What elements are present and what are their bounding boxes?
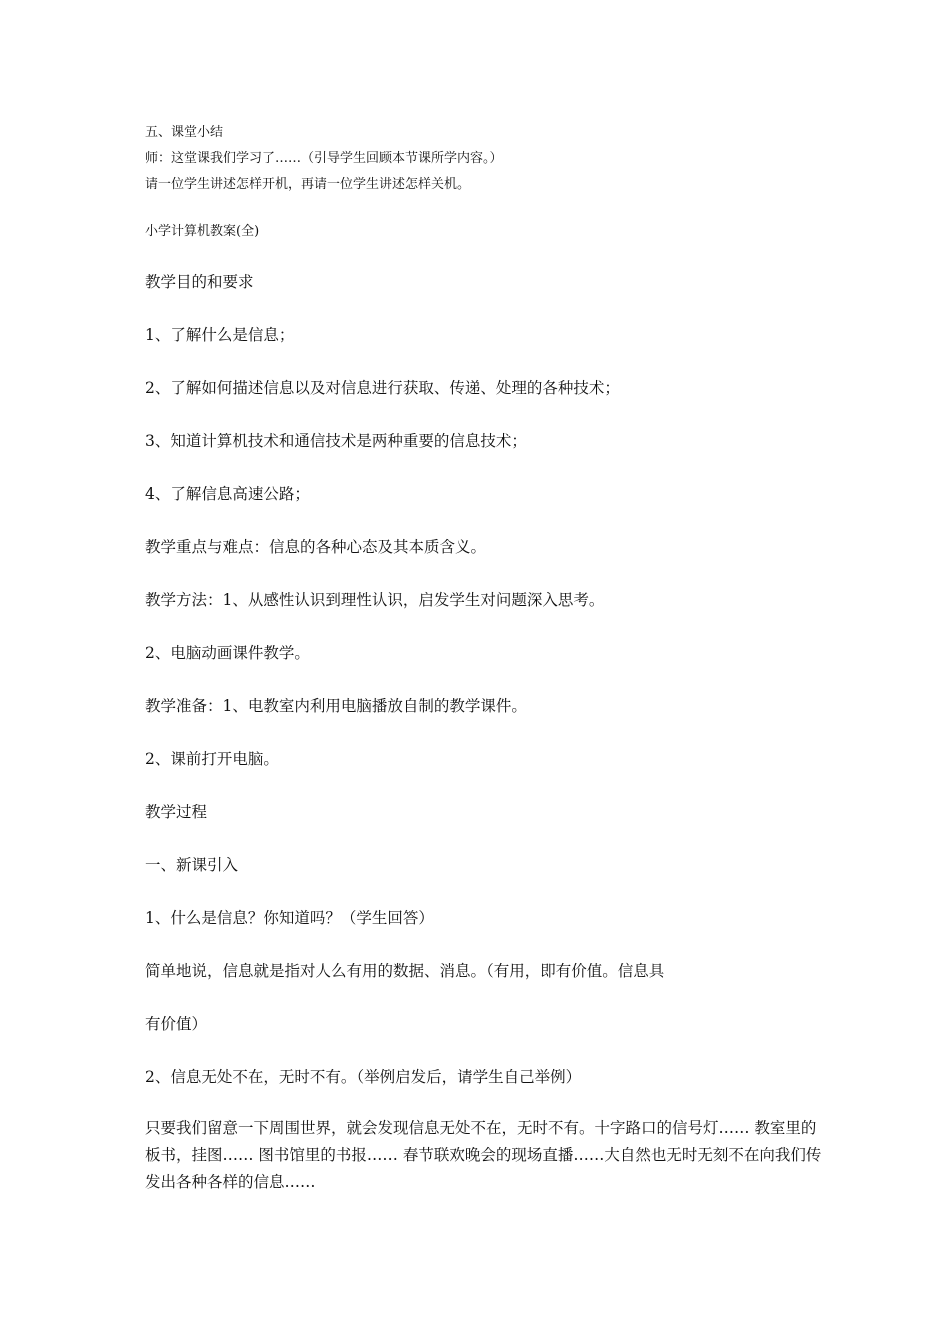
methods-line-1: 教学方法：1、从感性认识到理性认识，启发学生对问题深入思考。 (145, 591, 605, 609)
key-points: 教学重点与难点：信息的各种心态及其本质含义。 (145, 538, 487, 556)
preparation-line-1: 教学准备：1、电教室内利用电脑播放自制的教学课件。 (145, 697, 527, 715)
objective-item: 2、了解如何描述信息以及对信息进行获取、传递、处理的各种技术； (145, 379, 620, 397)
summary-request-line: 请一位学生讲述怎样开机，再请一位学生讲述怎样关机。 (145, 177, 471, 192)
objective-item: 1、了解什么是信息； (145, 326, 295, 344)
summary-heading: 五、课堂小结 (145, 125, 224, 140)
objective-item: 4、了解信息高速公路； (145, 485, 310, 503)
answer-1-line-2: 有价值） (145, 1015, 208, 1033)
question-2: 2、信息无处不在，无时不有。（举例启发后，请学生自己举例） (145, 1068, 582, 1086)
answer-1-line-1: 简单地说，信息就是指对人么有用的数据、消息。（有用，即有价值。信息具 (145, 962, 665, 980)
question-1: 1、什么是信息？你知道吗？（学生回答） (145, 909, 434, 927)
preparation-line-2: 2、课前打开电脑。 (145, 750, 279, 768)
objective-item: 3、知道计算机技术和通信技术是两种重要的信息技术； (145, 432, 527, 450)
answer-2-paragraph: 只要我们留意一下周围世界，就会发现信息无处不在，无时不有。十字路口的信号灯…… 教室里的板书，挂图…… 图书馆里的书报…… 春节联欢晚会的现场直播……大自然也无时无刻不在向我们传发出各种各样的信息…… (145, 1119, 822, 1191)
summary-teacher-line: 师：这堂课我们学习了……（引导学生回顾本节课所学内容。） (145, 151, 503, 166)
document-title: 小学计算机教案(全) (145, 224, 260, 239)
methods-line-2: 2、电脑动画课件教学。 (145, 644, 310, 662)
section-heading: 一、新课引入 (145, 856, 239, 874)
objectives-heading: 教学目的和要求 (145, 273, 254, 291)
process-heading: 教学过程 (145, 803, 208, 821)
